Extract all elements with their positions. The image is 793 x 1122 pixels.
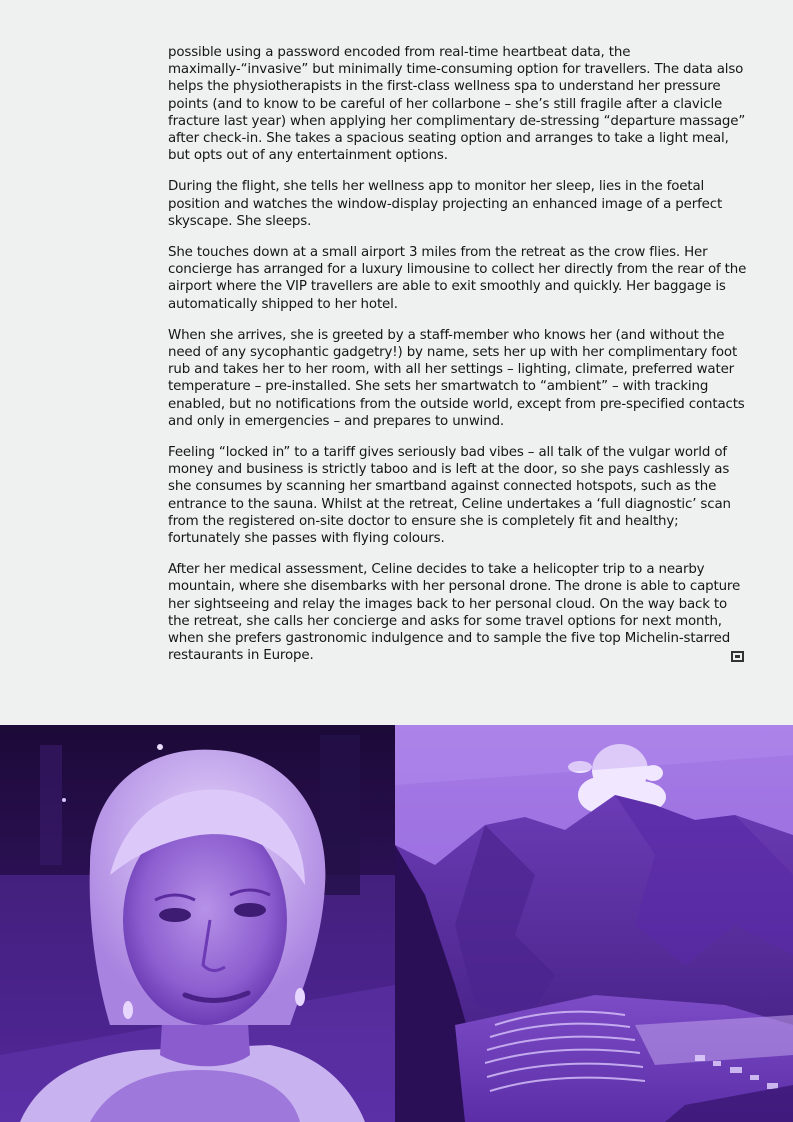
mountain-photo: [395, 725, 793, 1122]
mountain-illustration: [395, 725, 793, 1122]
end-of-article-icon: [731, 651, 744, 662]
article-paragraph: She touches down at a small airport 3 miles from the retreat as the crow flies. Her concierge has arranged for a luxury limousine to collect her directly from the rear of the airport where the VIP travellers are able to exit smoothly and quickly. Her baggage is automatically shipped to her hotel.: [168, 245, 747, 312]
article-paragraph: Feeling “locked in” to a tariff gives seriously bad vibes – all talk of the vulgar world of money and business is strictly taboo and is left at the door, so she pays cashlessly as she consumes by scanning her smartband against connected hotspots, such as the entrance to the sauna. Whilst at the retreat, Celine undertakes a ‘full diagnostic’ scan from the registered on-site doctor to ensure she is completely fit and healthy; fortunately she passes with flying colours.: [168, 445, 731, 547]
article-paragraph: possible using a password encoded from real-time heartbeat data, the maximally-“invasive” but minimally time-consuming option for travellers. The data also helps the physiotherapists in the first-class wellness spa to understand her pressure points (and to know to be careful of her collarbone – she’s still fragile after a clavicle fracture last year) when applying her complimentary de-stressing “departure massage” after check-in. She takes a spacious seating option and arranges to take a light meal, but opts out of any entertainment options.: [168, 45, 746, 164]
portrait-photo: [0, 725, 395, 1122]
article-paragraph: When she arrives, she is greeted by a staff-member who knows her (and without the need of any sycophantic gadgetry!) by name, sets her up with her complimentary foot rub and takes her to her room, with all her settings – lighting, climate, preferred water temperature – pre-installed. She sets her smartwatch to “ambient” – with tracking enabled, but no notifications from the outside world, except from pre-specified contacts and only in emergencies – and prepares to unwind.: [168, 327, 745, 429]
portrait-illustration: [0, 725, 395, 1122]
photo-strip: [0, 725, 793, 1122]
article-paragraph: After her medical assessment, Celine decides to take a helicopter trip to a nearby mountain, where she disembarks with her personal drone. The drone is able to capture her sightseeing and relay the images back to her personal cloud. On the way back to the retreat, she calls her concierge and asks for some travel options for next month, when she prefers gastronomic indulgence and to sample the five top Michelin-starred restaurants in Europe.: [168, 562, 741, 664]
article-body: [168, 44, 748, 679]
article-paragraph: During the flight, she tells her wellness app to monitor her sleep, lies in the foetal position and watches the window-display projecting an enhanced image of a perfect skyscape. She sleeps.: [168, 179, 723, 229]
